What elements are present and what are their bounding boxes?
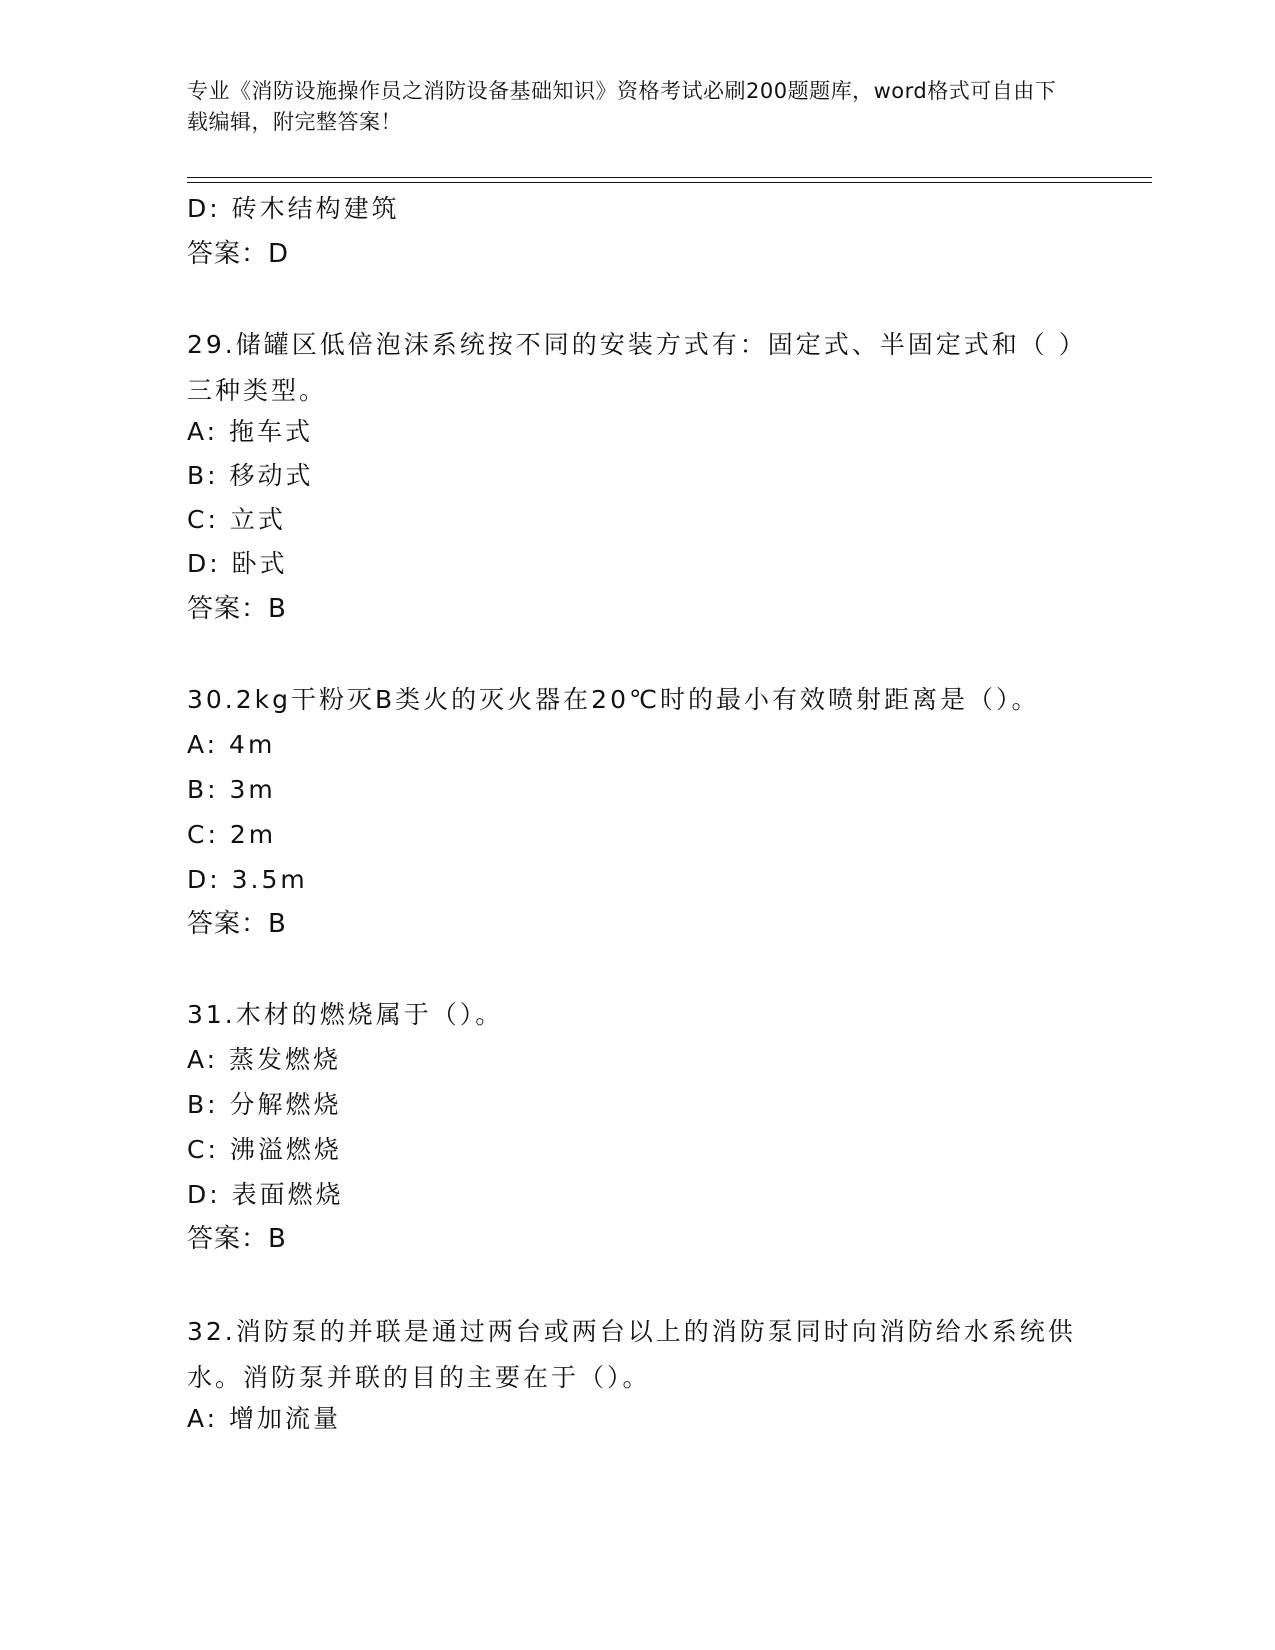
- question-29-answer: 答案：B: [187, 594, 287, 624]
- header-divider-top: [187, 177, 1152, 178]
- document-header: 专业《消防设施操作员之消防设备基础知识》资格考试必刷200题题库，word格式可自由下载编辑，附完整答案！: [187, 79, 1057, 134]
- question-30-option-c: C: 2m: [187, 820, 277, 849]
- question-31-option-d: D: 表面燃烧: [187, 1180, 344, 1209]
- question-31-answer: 答案：B: [187, 1224, 287, 1254]
- question-30-option-d: D: 3.5m: [187, 865, 308, 894]
- question-31-option-c: C: 沸溢燃烧: [187, 1135, 342, 1164]
- question-30-option-b: B: 3m: [187, 775, 276, 804]
- question-30-stem: 30.2kg干粉灭B类火的灭火器在20℃时的最小有效喷射距离是（）。: [187, 685, 1040, 714]
- question-32-option-a: A: 增加流量: [187, 1404, 342, 1433]
- question-29-option-c: C: 立式: [187, 505, 286, 534]
- prev-answer: 答案：D: [187, 239, 290, 269]
- prev-option-d: D: 砖木结构建筑: [187, 194, 400, 223]
- question-30-option-a: A: 4m: [187, 730, 276, 759]
- question-29-option-a: A: 拖车式: [187, 417, 314, 446]
- question-29-option-d: D: 卧式: [187, 549, 288, 578]
- question-30-answer: 答案：B: [187, 909, 287, 939]
- question-29-stem: 29.储罐区低倍泡沫系统按不同的安装方式有：固定式、半固定式和（ ）三种类型。: [187, 330, 1087, 405]
- header-divider-bottom: [187, 182, 1152, 183]
- question-31-option-a: A: 蒸发燃烧: [187, 1045, 342, 1074]
- question-29-option-b: B: 移动式: [187, 461, 314, 490]
- question-31-option-b: B: 分解燃烧: [187, 1090, 342, 1119]
- question-31-stem: 31.木材的燃烧属于（）。: [187, 1000, 504, 1029]
- question-32-stem: 32.消防泵的并联是通过两台或两台以上的消防泵同时向消防给水系统供水。消防泵并联的目的主要在于（）。: [187, 1317, 1076, 1392]
